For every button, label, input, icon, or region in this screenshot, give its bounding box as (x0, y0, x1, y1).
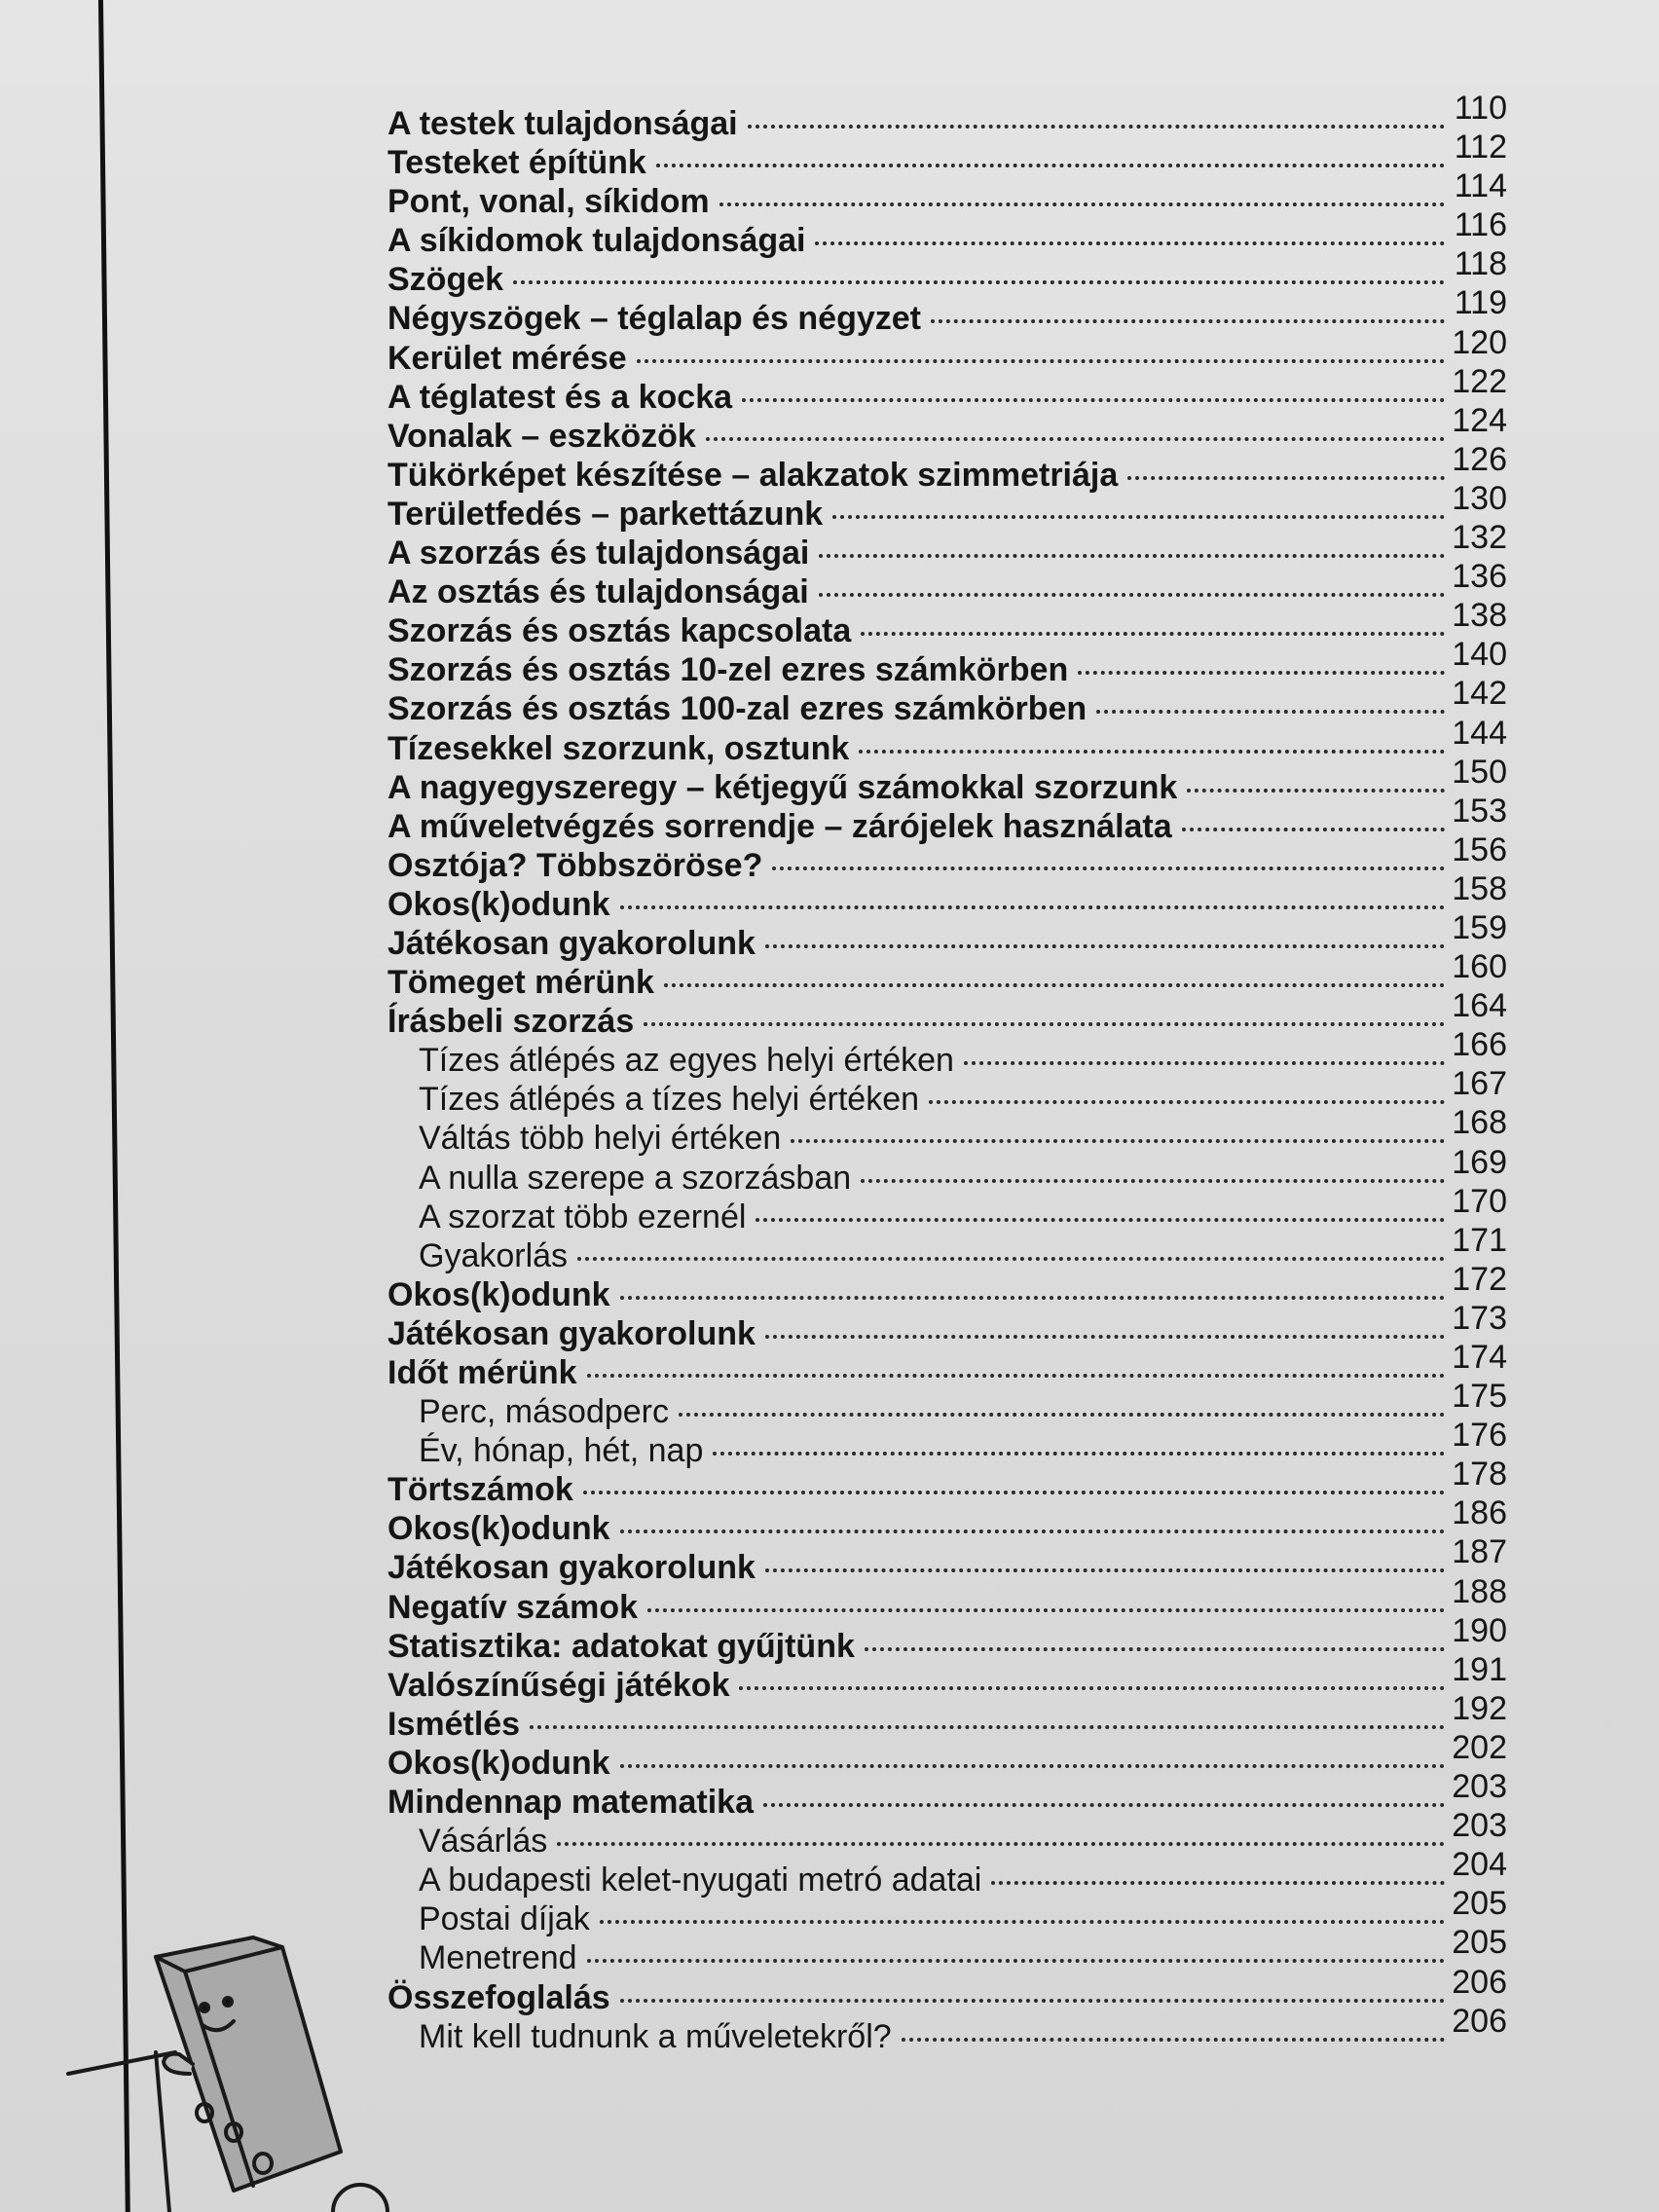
left-eye (201, 2004, 208, 2011)
toc-page-number: 205 (1452, 1924, 1507, 1962)
toc-entry (387, 1260, 1507, 1314)
toc-page-number: 122 (1452, 362, 1507, 400)
toc-entry (387, 1572, 1507, 1627)
toc-subentry (387, 1143, 1507, 1198)
toc-subentry (387, 2002, 1507, 2056)
toc-entry (387, 167, 1507, 221)
toc-entry (387, 753, 1507, 807)
toc-page-number: 188 (1452, 1572, 1507, 1610)
toc-page-number: 192 (1452, 1689, 1507, 1727)
toc-entry (387, 1689, 1507, 1744)
toc-page-number: 203 (1452, 1768, 1507, 1806)
toc-subentry (387, 1807, 1507, 1861)
dot-leader (765, 1335, 1445, 1339)
dot-leader (742, 398, 1445, 402)
toc-subentry (387, 1417, 1507, 1470)
dot-leader (991, 1881, 1445, 1885)
toc-subentry (387, 1026, 1507, 1080)
toc-page-number: 174 (1452, 1339, 1507, 1376)
toc-entry-title: Okos(k)odunk (387, 1744, 610, 1782)
dot-leader (1182, 828, 1445, 831)
toc-entry-title: Szorzás és osztás kapcsolata (387, 612, 852, 650)
toc-page-number: 166 (1452, 1026, 1507, 1064)
toc-page-number: 205 (1452, 1885, 1507, 1923)
dot-leader (644, 1022, 1445, 1026)
toc-page-number: 202 (1452, 1728, 1507, 1766)
dot-leader (557, 1842, 1445, 1846)
toc-entry-title: Vásárlás (419, 1823, 548, 1861)
toc-page-number: 120 (1452, 323, 1507, 361)
toc-entry-title: A szorzat több ezernél (419, 1198, 747, 1235)
toc-page-number: 153 (1452, 792, 1507, 830)
toc-page-number: 126 (1452, 440, 1507, 478)
toc-entry-title: Tömeget mérünk (387, 964, 654, 1002)
toc-entry-title: Területfedés – parkettázunk (387, 495, 824, 533)
toc-entry-title: Menetrend (419, 1939, 577, 1977)
toc-entry (387, 1339, 1507, 1392)
dot-leader (587, 1959, 1445, 1963)
toc-subentry (387, 1182, 1507, 1236)
dot-leader (1127, 476, 1445, 480)
dot-leader (1096, 710, 1445, 714)
toc-page-number: 206 (1452, 1963, 1507, 2001)
dot-leader (587, 1374, 1445, 1378)
toc-entry-title: Négyszögek – téglalap és négyzet (387, 300, 921, 338)
dot-leader (706, 437, 1445, 441)
dot-leader (931, 319, 1445, 323)
toc-subentry (387, 1846, 1507, 1899)
toc-page-number: 114 (1454, 167, 1507, 205)
toc-page-number: 138 (1452, 597, 1507, 635)
toc-entry-title: A műveletvégzés sorrendje – zárójelek használata (387, 807, 1172, 845)
toc-page-number: 150 (1452, 753, 1507, 791)
dot-leader (819, 554, 1445, 558)
toc-page-number: 178 (1452, 1456, 1507, 1493)
dot-leader (765, 1568, 1445, 1572)
dot-leader (620, 1764, 1445, 1768)
toc-subentry (387, 1378, 1507, 1431)
toc-page-number: 164 (1452, 987, 1507, 1025)
dot-leader (765, 944, 1445, 948)
toc-entry (387, 1494, 1507, 1548)
dot-leader (815, 241, 1445, 245)
toc-entry-title: Osztója? Többszöröse? (387, 846, 763, 884)
toc-page-number: 136 (1452, 558, 1507, 596)
toc-page-number: 173 (1452, 1299, 1507, 1337)
toc-page-number: 118 (1454, 245, 1507, 283)
toc-entry (387, 440, 1507, 495)
toc-page-number: 203 (1452, 1807, 1507, 1845)
toc-page-number: 169 (1452, 1143, 1507, 1181)
toc-entry (387, 675, 1507, 728)
toc-entry-title: A nagyegyszeregy – kétjegyű számokkal szorzunk (387, 768, 1178, 806)
toc-page-number: 142 (1452, 675, 1507, 713)
dot-leader (772, 866, 1445, 870)
toc-page-number: 167 (1452, 1065, 1507, 1103)
toc-entry-title: Testeket építünk (387, 144, 646, 182)
scooter-wheel (333, 2185, 387, 2212)
dot-leader (664, 983, 1445, 987)
toc-page-number: 186 (1452, 1494, 1507, 1532)
toc-entry-title: A nulla szerepe a szorzásban (419, 1159, 852, 1197)
toc-page-number: 116 (1454, 206, 1507, 244)
dot-leader (832, 515, 1445, 519)
toc-entry (387, 1533, 1507, 1587)
toc-entry-title: Vonalak – eszközök (387, 417, 696, 455)
dot-leader (748, 125, 1445, 129)
dot-leader (656, 164, 1445, 167)
toc-page-number: 144 (1452, 714, 1507, 752)
scooter-stem (156, 2052, 169, 2212)
toc-entry (387, 987, 1507, 1041)
toc-entry (387, 519, 1507, 572)
toc-page-number: 130 (1452, 479, 1507, 517)
toc-entry (387, 636, 1507, 689)
toc-entry (387, 1768, 1507, 1822)
table-of-contents (387, 90, 1507, 2056)
toc-page-number: 175 (1452, 1378, 1507, 1416)
dot-leader (577, 1257, 1445, 1261)
dot-leader (513, 280, 1445, 284)
toc-page-number: 159 (1452, 908, 1507, 946)
toc-entry-title: A téglatest és a kocka (387, 378, 733, 416)
toc-entry-title: Tízesekkel szorzunk, osztunk (387, 729, 850, 767)
toc-subentry (387, 1924, 1507, 1977)
toc-entry-title: Valószínűségi játékok (387, 1666, 730, 1704)
toc-entry (387, 830, 1507, 885)
toc-subentry (387, 1221, 1507, 1275)
toc-entry (387, 908, 1507, 963)
toc-entry-title: A síkidomok tulajdonságai (387, 222, 806, 260)
toc-entry-title: Ismétlés (387, 1705, 521, 1743)
dot-leader (620, 1296, 1445, 1300)
toc-page-number: 124 (1452, 401, 1507, 439)
toc-entry (387, 1299, 1507, 1353)
dot-leader (600, 1920, 1445, 1924)
toc-entry-title: Váltás több helyi értéken (419, 1120, 782, 1158)
toc-entry (387, 479, 1507, 534)
toc-entry-title: Tízes átlépés az egyes helyi értéken (419, 1042, 954, 1080)
toc-page-number: 172 (1452, 1260, 1507, 1298)
toc-entry-title: Játékosan gyakorolunk (387, 924, 756, 962)
dot-leader (861, 632, 1445, 636)
toc-entry-title: Év, hónap, hét, nap (419, 1432, 704, 1470)
toc-entry (387, 129, 1507, 182)
toc-entry-title: Törtszámok (387, 1471, 573, 1509)
toc-page-number: 204 (1452, 1846, 1507, 1884)
dot-leader (929, 1100, 1445, 1104)
toc-entry-title: Tükörképet készítése – alakzatok szimmetriája (387, 456, 1119, 494)
toc-page-number: 191 (1452, 1650, 1507, 1688)
dot-leader (902, 2038, 1445, 2042)
toc-entry-title: Kerület mérése (387, 339, 627, 377)
toc-page-number: 140 (1452, 636, 1507, 674)
toc-entry (387, 323, 1507, 378)
toc-entry-title: A budapesti kelet-nyugati metró adatai (419, 1862, 982, 1899)
toc-subentry (387, 1065, 1507, 1119)
toc-entry (387, 1728, 1507, 1783)
toc-entry (387, 1650, 1507, 1705)
toc-entry-title: Mit kell tudnunk a műveletekről? (419, 2017, 892, 2055)
toc-entry (387, 401, 1507, 456)
toc-entry (387, 558, 1507, 611)
toc-page-number: 112 (1454, 129, 1507, 166)
toc-entry-title: Az osztás és tulajdonságai (387, 573, 809, 611)
dot-leader (713, 1452, 1445, 1456)
toc-entry-title: Összefoglalás (387, 1978, 610, 2016)
page-binding-line (98, 0, 130, 2212)
toc-entry-title: Tízes átlépés a tízes helyi értéken (419, 1081, 920, 1119)
toc-entry-title: Okos(k)odunk (387, 885, 610, 923)
toc-page-number: 160 (1452, 948, 1507, 986)
toc-entry-title: Pont, vonal, síkidom (387, 183, 710, 221)
toc-page-number: 158 (1452, 869, 1507, 907)
toc-entry-title: Postai díjak (419, 1900, 590, 1938)
toc-entry (387, 869, 1507, 924)
dot-leader (620, 1999, 1445, 2003)
toc-entry-title: Gyakorlás (419, 1236, 569, 1274)
toc-entry-title: Írásbeli szorzás (387, 1003, 635, 1041)
dot-leader (819, 593, 1445, 597)
toc-page-number: 168 (1452, 1104, 1507, 1142)
dot-leader (647, 1608, 1445, 1612)
toc-page-number: 110 (1454, 90, 1507, 127)
toc-page-number: 156 (1452, 830, 1507, 868)
toc-entry-title: Mindennap matematika (387, 1784, 754, 1822)
toc-entry-title: Szorzás és osztás 100-zal ezres számkörben (387, 690, 1088, 728)
dot-leader (637, 359, 1445, 363)
toc-page-number: 176 (1452, 1417, 1507, 1455)
toc-entry-title: Szögek (387, 261, 504, 299)
toc-entry-title: Szorzás és osztás 10-zel ezres számkörben (387, 651, 1069, 689)
toc-entry-title: Játékosan gyakorolunk (387, 1314, 756, 1352)
dot-leader (739, 1686, 1445, 1690)
toc-entry-title: Időt mérünk (387, 1354, 577, 1391)
toc-entry-title: Perc, másodperc (419, 1393, 669, 1431)
toc-subentry (387, 1885, 1507, 1938)
dot-leader (1187, 789, 1445, 793)
toc-entry-title: Statisztika: adatokat gyűjtünk (387, 1627, 855, 1665)
dot-leader (620, 905, 1445, 909)
toc-entry-title: A testek tulajdonságai (387, 105, 738, 142)
dot-leader (583, 1491, 1445, 1494)
toc-entry (387, 597, 1507, 650)
toc-entry (387, 245, 1507, 299)
dot-leader (620, 1530, 1445, 1533)
toc-entry-title: Okos(k)odunk (387, 1510, 610, 1548)
toc-entry (387, 1611, 1507, 1666)
toc-entry-title: Okos(k)odunk (387, 1275, 610, 1313)
dot-leader (859, 750, 1445, 754)
dot-leader (719, 203, 1445, 206)
dot-leader (791, 1139, 1445, 1143)
toc-entry (387, 362, 1507, 417)
toc-entry-title: Játékosan gyakorolunk (387, 1549, 756, 1587)
mascot-illustration (58, 1928, 409, 2212)
toc-page-number: 170 (1452, 1182, 1507, 1220)
toc-entry (387, 284, 1507, 338)
toc-page-number: 171 (1452, 1221, 1507, 1259)
dot-leader (530, 1725, 1445, 1729)
dot-leader (756, 1218, 1445, 1222)
dot-leader (1078, 671, 1445, 675)
dot-leader (865, 1647, 1445, 1651)
toc-page-number: 187 (1452, 1533, 1507, 1571)
toc-entry (387, 1963, 1507, 2017)
toc-entry (387, 714, 1507, 768)
toc-entry (387, 948, 1507, 1002)
toc-page-number: 206 (1452, 2002, 1507, 2040)
toc-subentry (387, 1104, 1507, 1158)
toc-entry-title: A szorzás és tulajdonságai (387, 535, 810, 572)
right-eye (224, 1998, 232, 2006)
dot-leader (763, 1803, 1445, 1807)
toc-entry-title: Negatív számok (387, 1588, 638, 1626)
toc-entry (387, 206, 1507, 260)
dot-leader (861, 1179, 1445, 1183)
dot-leader (964, 1061, 1445, 1065)
dot-leader (679, 1413, 1445, 1417)
toc-entry (387, 90, 1507, 143)
toc-entry (387, 792, 1507, 846)
toc-page-number: 132 (1452, 519, 1507, 557)
toc-entry (387, 1456, 1507, 1509)
toc-page-number: 119 (1454, 284, 1507, 322)
toc-page-number: 190 (1452, 1611, 1507, 1649)
